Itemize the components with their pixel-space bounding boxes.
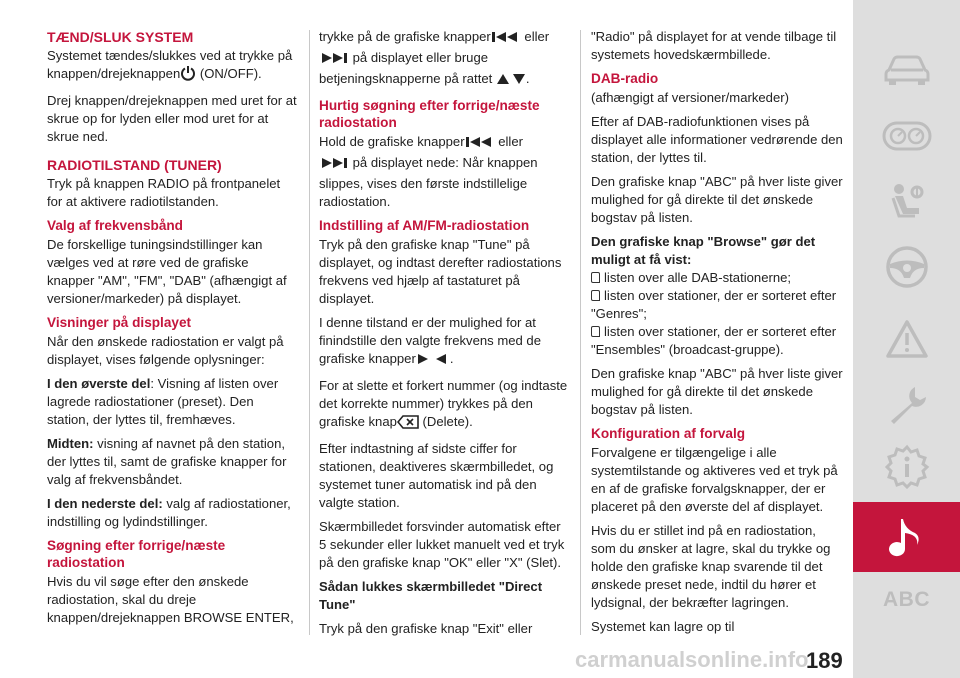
sidebar-item-index[interactable]	[853, 565, 960, 635]
car-icon	[883, 52, 931, 86]
paragraph: Hvis du er stillet ind på en radiostation, som du ønsker at lagre, skal du trykke og holde den grafiske knap svarende til det ønskede preset nede, indtil du hører et lydsignal, der bekræfter lagringen.	[591, 523, 831, 610]
paragraph-bold: Den grafiske knap "Browse" gør det muligt at få vist:	[591, 234, 816, 267]
list-item: listen over alle DAB-stationerne;	[591, 269, 843, 287]
power-icon	[180, 65, 196, 86]
heading-dab: DAB-radio	[591, 71, 659, 86]
next-track-icon	[319, 156, 349, 175]
sidebar-item-multimedia[interactable]	[853, 502, 960, 572]
sidebar-item-maintenance[interactable]	[853, 370, 960, 440]
sidebar-item-specs[interactable]	[853, 432, 960, 502]
dashboard-icon	[882, 121, 932, 151]
column-divider	[580, 30, 581, 635]
column-divider	[309, 30, 310, 635]
paragraph: I den øverste del: Visning af listen over lagrede radiostationer (preset). Den station, der lyttes til, fremhæves.	[47, 376, 279, 427]
paragraph: Den grafiske knap "ABC" på hver liste giver mulighed for gå direkte til det ønskede bogstav på listen.	[591, 174, 843, 225]
paragraph: Midten: visning af navnet på den station, der lyttes til, samt de grafiske knapper for valg af frekvensbåndet.	[47, 436, 287, 487]
paragraph: Den grafiske knap "ABC" på hver liste giver mulighed for gå direkte til det ønskede bogstav på listen.	[591, 366, 843, 417]
bullet-icon	[591, 272, 600, 283]
column-right	[591, 28, 843, 642]
heading-band: Valg af frekvensbånd	[47, 218, 183, 233]
heading-config: Konfiguration af forvalg	[591, 426, 746, 441]
index-label: ABC	[883, 588, 930, 611]
bullet-icon	[591, 326, 600, 337]
sidebar-item-dashboard[interactable]	[853, 101, 960, 171]
paragraph: Når den ønskede radiostation er valgt på displayet, vises følgende oplysninger:	[47, 334, 284, 367]
backspace-icon	[397, 415, 419, 434]
column-left	[47, 28, 299, 633]
paragraph: (afhængigt af versioner/markeder)	[591, 90, 789, 105]
bullet-icon	[591, 290, 600, 301]
paragraph: Hold de grafiske knapper eller på displayet nede: Når knappen slippes, vises den første indstillelige radiostation.	[319, 134, 538, 209]
warning-triangle-icon	[885, 319, 929, 359]
paragraph: De forskellige tuningsindstillinger kan vælges ved at røre ved de grafiske knapper "AM", "FM", "DAB" (afhængigt af versioner/markeder) på displayet.	[47, 237, 287, 306]
paragraph: Efter indtastning af sidste ciffer for stationen, deaktiveres skærmbilledet, og systemet tuner automatisk ind på den valgte station.	[319, 441, 554, 510]
heading-tuner: RADIOTILSTAND (TUNER)	[47, 157, 222, 173]
gear-info-icon	[884, 444, 930, 490]
sidebar-item-warnings[interactable]	[853, 304, 960, 374]
paragraph: trykke på de grafiske knapper eller på displayet eller bruge betjeningsknapperne på rattet .	[319, 28, 569, 91]
paragraph: I denne tilstand er der mulighed for at finindstille den valgte frekvens med de grafiske knapper .	[319, 314, 569, 371]
paragraph: Skærmbilledet forsvinder automatisk efter 5 sekunder eller lukket manuelt ved et tryk på den grafiske knap "OK" eller "X" (Slet).	[319, 519, 565, 570]
paragraph-bold: Sådan lukkes skærmbilledet "Direct Tune"	[319, 579, 543, 612]
paragraph: Systemet kan lagre op til	[591, 619, 735, 634]
heading-fast-seek: Hurtig søgning efter forrige/næste radiostation	[319, 98, 540, 130]
paragraph: Forvalgene er tilgængelige i alle systemtilstande og aktiveres ved et tryk på en af de grafiske forvalgsknapper, der er placeret på den øverste del af displayet.	[591, 445, 838, 514]
page-number: 189	[806, 648, 843, 673]
paragraph: Tryk på den grafiske knap "Tune" på displayet, og indtast derefter radiostations frekvens ved hjælp af tastaturet på displayet.	[319, 237, 562, 306]
paragraph: Tryk på den grafiske knap "Exit" eller	[319, 621, 533, 636]
sidebar-item-seats[interactable]	[853, 168, 960, 238]
steering-wheel-icon	[885, 245, 929, 289]
music-note-icon	[887, 515, 927, 559]
prev-track-icon	[465, 135, 495, 154]
next-track-icon	[319, 51, 349, 70]
column-middle	[319, 28, 569, 644]
fine-tune-icon	[416, 352, 450, 371]
paragraph: For at slette et forkert nummer (og indtaste det korrekte nummer) trykkes på den grafiske knap (Delete).	[319, 377, 569, 434]
seat-person-icon	[885, 182, 929, 224]
heading-seek: Søgning efter forrige/næste radiostation	[47, 538, 226, 570]
list-item: listen over stationer, der er sorteret efter "Genres";	[591, 288, 837, 321]
list-item: listen over stationer, der er sorteret efter "Ensembles" (broadcast-gruppe).	[591, 324, 837, 357]
paragraph: Systemet tændes/slukkes ved at trykke på knappen/drejeknappen (ON/OFF).	[47, 47, 299, 86]
sidebar-item-steering[interactable]	[853, 232, 960, 302]
steering-controls-icon	[496, 72, 526, 91]
paragraph: Hvis du vil søge efter den ønskede radiostation, skal du dreje knappen/drejeknappen BROWSE ENTER,	[47, 574, 294, 625]
heading-system-power: TÆND/SLUK SYSTEM	[47, 29, 194, 45]
prev-track-icon	[491, 30, 521, 49]
chapter-sidebar	[853, 0, 960, 678]
paragraph: Efter af DAB-radiofunktionen vises på displayet alle informationer vedrørende den station, der lyttes til.	[591, 114, 843, 165]
paragraph: Tryk på knappen RADIO på frontpanelet for at aktivere radiotilstanden.	[47, 176, 281, 209]
watermark: carmanualsonline.info	[575, 647, 809, 672]
heading-amfm: Indstilling af AM/FM-radiostation	[319, 218, 530, 233]
wrench-icon	[885, 383, 929, 427]
paragraph: "Radio" på displayet for at vende tilbage til systemets hovedskærmbillede.	[591, 29, 837, 62]
sidebar-item-car[interactable]	[853, 34, 960, 104]
heading-views: Visninger på displayet	[47, 315, 192, 330]
paragraph: Drej knappen/drejeknappen med uret for at skrue op for lyden eller mod uret for at skrue ned.	[47, 93, 297, 144]
paragraph: I den nederste del: valg af radiostationer, indstilling og lydindstillinger.	[47, 496, 291, 529]
